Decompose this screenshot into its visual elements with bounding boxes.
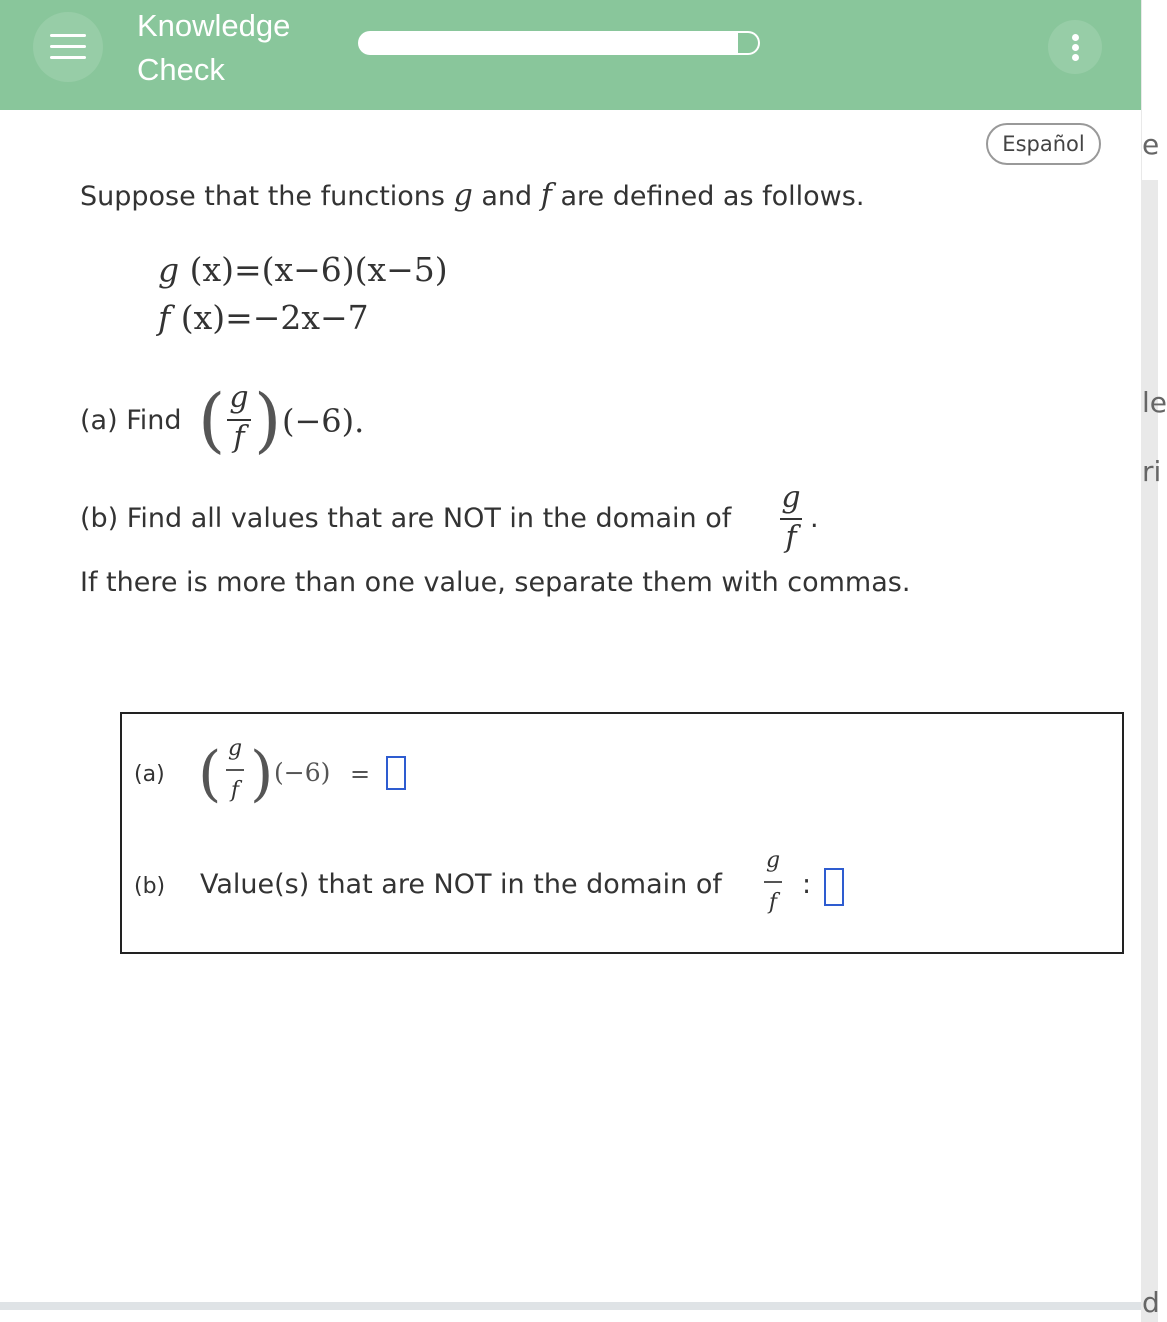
intro-text-1: Suppose that the functions [80, 181, 445, 212]
question-intro [80, 178, 864, 213]
g-def-lhs: (x) [189, 250, 234, 289]
answer-b-fraction [760, 848, 786, 928]
domain-fraction [776, 480, 806, 564]
intro-text-3: are defined as follows. [560, 181, 865, 212]
fraction-numerator: g [227, 736, 243, 761]
fraction-numerator: g [781, 480, 801, 515]
edge-text-1: e [1142, 128, 1160, 161]
g-def-name: g [158, 250, 180, 289]
answer-b-colon: : [802, 869, 812, 900]
part-a-argument: (−6). [282, 402, 365, 440]
fraction-denominator: f [785, 520, 797, 555]
g-def-eq: = [234, 250, 262, 289]
answer-a-fraction [222, 736, 248, 816]
f-def-name: f [158, 298, 171, 337]
edge-text-2: le [1142, 386, 1167, 419]
part-b-note: If there is more than one value, separate them with commas. [80, 567, 911, 598]
edge-text-4: d [1142, 1286, 1160, 1319]
fraction-denominator: f [768, 890, 778, 915]
title-line-1: Knowledge [137, 8, 291, 43]
intro-f: f [540, 178, 552, 213]
g-def-rhs: (x−6)(x−5) [261, 250, 448, 289]
menu-icon[interactable] [33, 12, 103, 82]
left-paren: ( [198, 379, 226, 461]
f-def-lhs: (x) [180, 298, 226, 337]
part-b-period: . [810, 503, 819, 534]
right-paren: ) [254, 379, 282, 461]
intro-g: g [453, 178, 473, 213]
answer-right-paren: ) [250, 739, 274, 809]
fraction-numerator: g [229, 380, 249, 415]
f-def-eq: = [225, 298, 253, 337]
side-panel-edge [1141, 0, 1167, 1322]
answer-b-text: Value(s) that are NOT in the domain of [200, 869, 722, 900]
g-definition [158, 250, 448, 289]
progress-bar [358, 31, 738, 55]
edge-text-3: ri [1142, 455, 1162, 488]
answer-a-equals: = [350, 760, 371, 788]
fraction-denominator: f [233, 420, 245, 455]
answer-left-paren: ( [198, 739, 222, 809]
answer-b-label: (b) [134, 874, 166, 899]
page-title [137, 4, 290, 92]
answer-area [120, 712, 1124, 954]
fraction-numerator: g [765, 848, 781, 873]
more-options-icon[interactable] [1048, 20, 1102, 74]
answer-a-input[interactable] [386, 756, 406, 790]
part-a-label: (a) Find [80, 405, 182, 436]
progress-bar-end [738, 31, 760, 55]
app-header [0, 0, 1141, 110]
f-def-rhs: −2x−7 [252, 298, 369, 337]
fraction-denominator: f [230, 778, 240, 803]
intro-text-2: and [481, 181, 533, 212]
answer-a-argument: (−6) [274, 758, 331, 787]
answer-b-input[interactable] [824, 868, 844, 906]
language-button[interactable]: Español [986, 123, 1101, 165]
title-line-2: Check [137, 52, 225, 87]
bottom-scrollbar[interactable] [0, 1302, 1141, 1310]
g-over-f-fraction [224, 380, 254, 470]
part-b-text: (b) Find all values that are NOT in the domain of [80, 503, 732, 534]
f-definition [158, 298, 369, 337]
answer-a-label: (a) [134, 762, 165, 787]
